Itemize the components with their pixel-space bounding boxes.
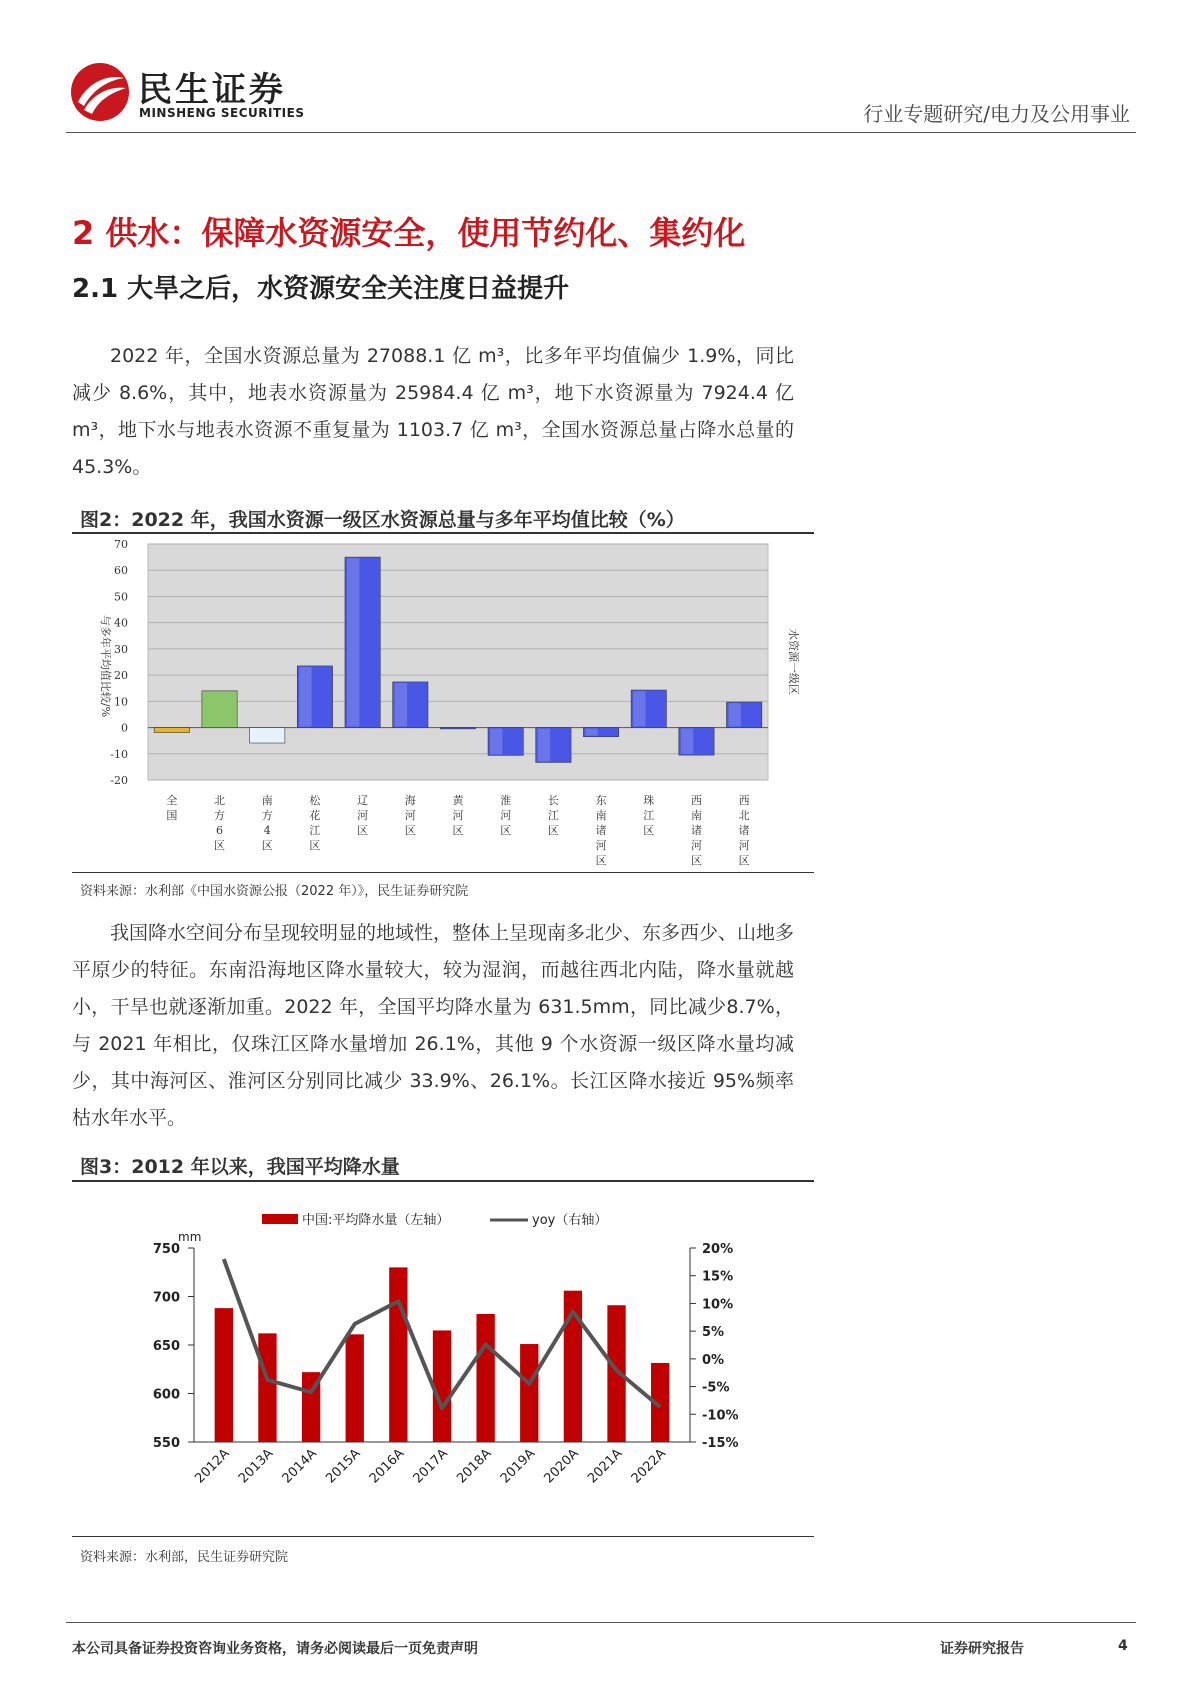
figure2-bar [440, 728, 475, 729]
figure2-category-label: 河 [404, 809, 416, 822]
x-tick-label: 2015A [323, 1446, 364, 1487]
figure2-category-label: 花 [309, 809, 321, 822]
footer-page-number: 4 [1118, 1638, 1128, 1654]
figure2-category-label: 长 [547, 794, 559, 807]
figure2-bar-highlight [538, 729, 550, 762]
section-title: 2 供水：保障水资源安全，使用节约化、集约化 [72, 214, 746, 252]
figure2-category-label: 区 [547, 824, 559, 837]
figure2-category-label: 区 [214, 839, 226, 852]
figure2-category-label: 江 [309, 824, 321, 837]
figure2-ytick-label: -20 [110, 774, 128, 787]
figure2-category-label: 河 [452, 809, 464, 822]
figure2-ytick-label: 0 [121, 721, 128, 735]
figure2-category-label: 北 [214, 794, 226, 807]
figure2-category-label: 区 [500, 824, 512, 837]
figure2-category-label: 珠 [643, 794, 655, 807]
figure2-category-label: 6 [216, 824, 224, 837]
report-category: 行业专题研究/电力及公用事业 [863, 102, 1130, 126]
right-tick-label: 15% [702, 1269, 734, 1285]
figure2-category-label: 西 [690, 794, 702, 807]
figure2-source: 资料来源：水利部《中国水资源公报（2022 年）》，民生证券研究院 [80, 884, 469, 899]
logo-text-cn: 民生证券 [138, 70, 286, 110]
right-tick-label: -5% [702, 1380, 730, 1396]
figure2-ytick-label: 20 [114, 669, 128, 683]
figure2-bar-highlight [729, 703, 741, 726]
figure2-category-label: 西 [738, 794, 750, 807]
figure2-category-label: 河 [357, 809, 369, 822]
x-tick-label: 2014A [279, 1446, 320, 1487]
right-tick-label: 20% [702, 1242, 734, 1257]
right-tick-label: -10% [702, 1408, 739, 1424]
figure2-category-label: 河 [500, 809, 512, 822]
figure2-bar-highlight [395, 683, 407, 727]
right-tick-label: -15% [702, 1436, 739, 1451]
logo [70, 62, 130, 122]
x-tick-label: 2016A [366, 1446, 408, 1487]
figure2-category-label: 河 [690, 839, 702, 852]
minsheng-logo-icon [70, 62, 130, 122]
figure2-bar-highlight [347, 558, 359, 726]
figure2-category-label: 区 [452, 824, 464, 837]
figure2-category-label: 诸 [595, 824, 607, 837]
precip-bar [258, 1333, 276, 1442]
footer-disclaimer: 本公司具备证券投资咨询业务资格，请务必阅读最后一页免责声明 [72, 1641, 478, 1657]
figure2-ytick-label: 30 [114, 642, 128, 656]
figure3-chart [72, 1190, 814, 1530]
figure2-chart [72, 536, 814, 866]
paragraph-2: 我国降水空间分布呈现较明显的地域性，整体上呈现南多北少、东多西少、山地多平原少的特征。东南沿海地区降水量较大，较为湿润，而越往西北内陆，降水量就越小，干旱也就逐渐加重。2022 年，全国平均降水量为 631.5mm，同比减少8.7%，与 2021 年相比，仅珠江区降水量增加 26.1%，其他 9 个水资源一级区降水量均减少，其中海河区、淮河区分别同比减少 33.9%、26.1%。长江区降水接近 95%频率枯水年水平。 [72, 922, 795, 1129]
precip-bar [389, 1267, 407, 1442]
left-tick-label: 700 [152, 1290, 180, 1306]
figure2-ytick-label: 40 [114, 616, 128, 630]
figure2-category-label: 江 [547, 809, 559, 822]
figure2-category-label: 全 [166, 794, 178, 807]
right-tick-label: 10% [702, 1297, 734, 1313]
right-tick-label: 5% [702, 1325, 725, 1341]
legend-bar-label: 中国:平均降水量（左轴） [302, 1213, 450, 1228]
left-tick-label: 750 [152, 1242, 180, 1257]
figure2-category-label: 方 [214, 809, 226, 822]
right-tick-label: 0% [702, 1352, 725, 1368]
figure2-category-label: 区 [595, 854, 607, 866]
footer-divider [66, 1622, 1136, 1623]
figure2-ytick-label: 60 [114, 564, 128, 578]
figure2-category-label: 区 [357, 824, 369, 837]
legend-bar-swatch [262, 1214, 298, 1224]
x-tick-label: 2012A [192, 1446, 233, 1487]
figure2-category-label: 海 [404, 794, 416, 807]
precip-bar [215, 1308, 233, 1442]
figure2-category-label: 东 [595, 794, 607, 807]
precip-bar [433, 1330, 451, 1442]
figure2-ytick-label: 50 [114, 590, 128, 604]
x-tick-label: 2019A [497, 1446, 539, 1487]
section-subtitle: 2.1 大旱之后，水资源安全关注度日益提升 [72, 274, 570, 304]
paragraph-1: 2022 年，全国水资源总量为 27088.1 亿 m³，比多年平均值偏少 1.9%，同比减少 8.6%，其中，地表水资源量为 25984.4 亿 m³，地下水资源量为 7924.4 亿 m³，地下水与地表水资源不重复量为 1103.7 亿 m³，全国水资源总量占降水总量的 45.3%。 [72, 345, 794, 478]
figure2-bottom-rule [72, 872, 814, 873]
left-axis-unit: mm [178, 1230, 202, 1244]
figure2-category-label: 南 [261, 794, 273, 807]
figure2-bar-highlight [299, 667, 311, 727]
figure2-category-label: 方 [261, 809, 273, 822]
figure2-ytick-label: 10 [114, 695, 128, 709]
precip-bar [346, 1334, 364, 1442]
footer-report-type: 证券研究报告 [940, 1641, 1024, 1657]
figure2-category-label: 河 [738, 839, 750, 852]
figure2-category-label: 辽 [357, 794, 369, 807]
x-tick-label: 2017A [410, 1446, 451, 1487]
figure2-ylabel: 与多年平均值比较/% [99, 614, 112, 718]
left-tick-label: 650 [152, 1339, 180, 1354]
left-tick-label: 550 [152, 1436, 180, 1451]
figure3-bottom-rule [72, 1536, 814, 1537]
figure2-top-rule [72, 532, 814, 534]
precip-bar [520, 1344, 538, 1442]
figure2-bar-highlight [585, 729, 597, 736]
figure2-category-label: 区 [404, 824, 416, 837]
figure2-category-label: 区 [738, 854, 750, 866]
figure2-category-label: 南 [690, 809, 702, 822]
legend-line-label: yoy（右轴） [532, 1213, 608, 1228]
x-tick-label: 2022A [628, 1446, 670, 1487]
figure2-title: 图2：2022 年，我国水资源一级区水资源总量与多年平均值比较（%） [80, 509, 685, 531]
figure2-bar-highlight [681, 729, 693, 755]
figure3-source: 资料来源：水利部，民生证券研究院 [80, 1550, 289, 1565]
figure2-category-label: 区 [643, 824, 655, 837]
figure2-ytick-label: 70 [114, 538, 128, 551]
figure2-category-label: 区 [309, 839, 321, 852]
figure2-category-label: 国 [166, 809, 178, 822]
x-tick-label: 2021A [585, 1446, 626, 1487]
figure2-category-label: 区 [690, 854, 702, 866]
figure2-bar-highlight [490, 729, 502, 755]
x-tick-label: 2013A [235, 1446, 277, 1487]
figure2-plot-area [148, 544, 768, 780]
figure2-category-label: 4 [263, 824, 271, 837]
header-divider [66, 132, 1136, 133]
figure2-bar-highlight [633, 691, 645, 726]
left-tick-label: 600 [152, 1387, 180, 1403]
x-tick-label: 2020A [541, 1446, 582, 1487]
figure3-top-rule [72, 1180, 814, 1182]
figure2-category-label: 黄 [452, 794, 464, 807]
logo-text-en: MINSHENG SECURITIES [139, 106, 305, 120]
figure3-title: 图3：2012 年以来，我国平均降水量 [80, 1156, 400, 1178]
figure2-category-label: 北 [738, 809, 750, 822]
figure2-category-label: 区 [261, 839, 273, 852]
figure2-bar [154, 728, 189, 733]
figure2-category-label: 河 [595, 839, 607, 852]
figure2-category-label: 诸 [690, 824, 702, 837]
precip-bar [476, 1314, 494, 1442]
figure2-bar [250, 728, 285, 743]
figure2-bar [202, 691, 237, 728]
figure2-category-label: 南 [595, 809, 607, 822]
x-tick-label: 2018A [454, 1446, 495, 1487]
figure2-xlabel: 水资源一级区 [787, 629, 800, 695]
figure2-category-label: 淮 [500, 794, 512, 807]
figure2-category-label: 江 [643, 809, 655, 822]
figure2-ytick-label: -10 [110, 747, 128, 761]
figure2-category-label: 松 [309, 794, 321, 807]
figure2-category-label: 诸 [738, 824, 750, 837]
